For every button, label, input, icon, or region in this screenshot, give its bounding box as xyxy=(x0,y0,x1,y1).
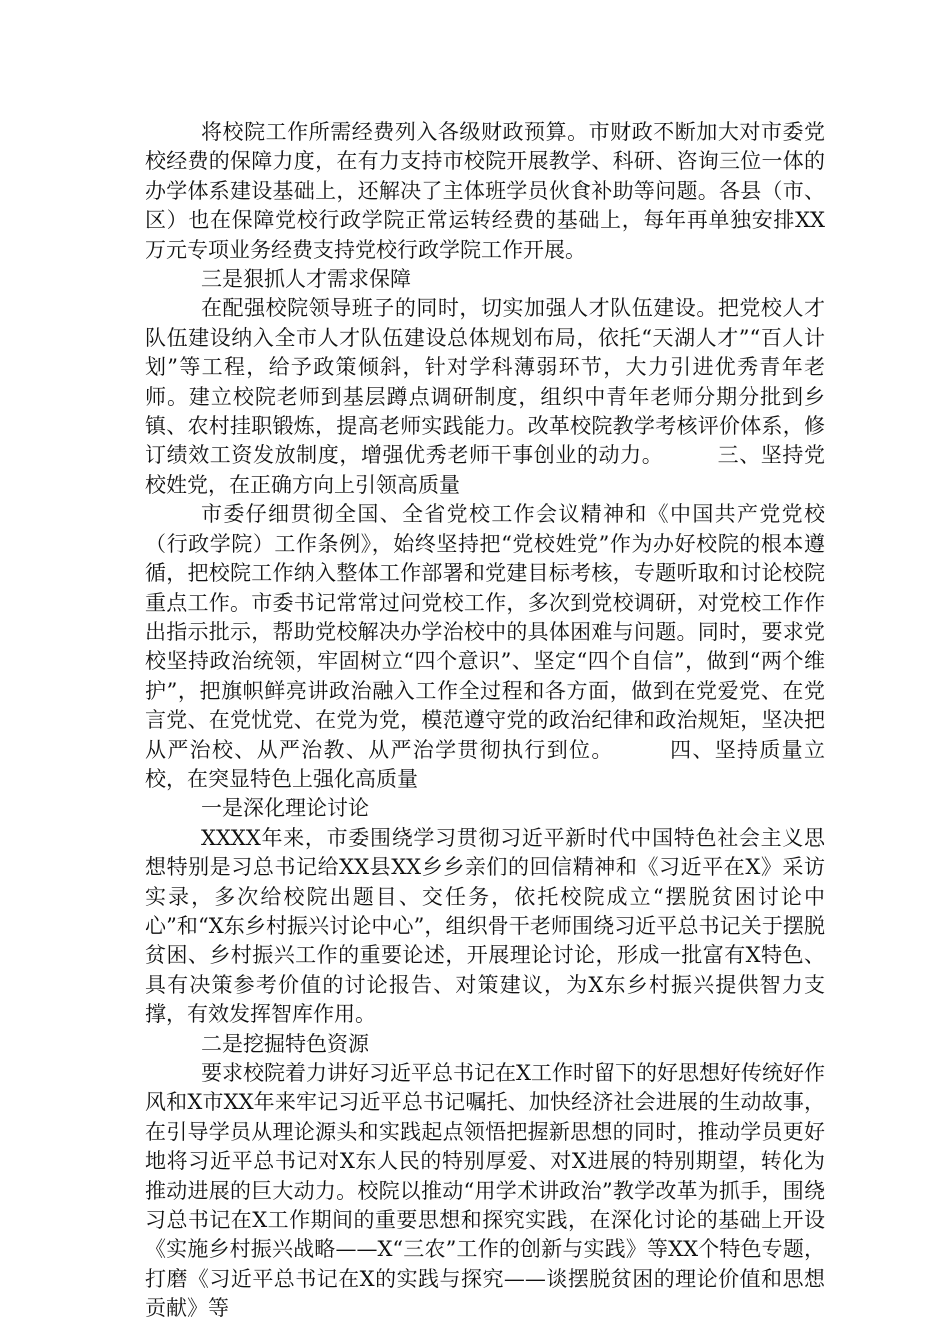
paragraph-funding: 将校院工作所需经费列入各级财政预算。市财政不断加大对市委党校经费的保障力度，在有力支持市校院开展教学、科研、咨询三位一体的办学体系建设基础上，还解决了主体班学员伙食补助等问题。各县（市、区）也在保障党校行政学院正常运转经费的基础上，每年再单独安排XX万元专项业务经费支持党校行政学院工作开展。 xyxy=(145,120,825,262)
paragraph-talent: 在配强校院领导班子的同时，切实加强人才队伍建设。把党校人才队伍建设纳入全市人才队伍建设总体规划布局，依托“天湖人才”“百人计划”等工程，给予政策倾斜，针对学科薄弱环节，大力引进优秀青年老师。建立校院老师到基层蹲点调研制度，组织中青年老师分期分批到乡镇、农村挂职锻炼，提高老师实践能力。改革校院教学考核评价体系，修订绩效工资发放制度，增强优秀老师干事创业的动力。 三、坚持党校姓党，在正确方向上引领高质量 xyxy=(145,296,825,497)
heading-talent-guarantee: 三是狠抓人才需求保障 xyxy=(201,267,411,292)
heading-special-resources: 二是挖掘特色资源 xyxy=(201,1031,369,1056)
heading-deepen-theory: 一是深化理论讨论 xyxy=(201,796,369,821)
paragraph-resources: 要求校院着力讲好习近平总书记在X工作时留下的好思想好传统好作风和X市XX年来牢记习近平总书记嘱托、加快经济社会进展的生动故事，在引导学员从理论源头和实践起点领悟把握新思想的同时，推动学员更好地将习近平总书记对X东人民的特别厚爱、对X进展的特别期望，转化为推动进展的巨大动力。校院以推动“用学术讲政治”教学改革为抓手，围绕习总书记在X工作期间的重要思想和探究实践，在深化讨论的基础上开设《实施乡村振兴战略——X“三农”工作的创新与实践》等XX个特色专题，打磨《习近平总书记在X的实践与探究——谈摆脱贫困的理论价值和思想贡献》等 xyxy=(145,1061,825,1321)
paragraph-party-school: 市委仔细贯彻全国、全省党校工作会议精神和《中国共产党党校（行政学院）工作条例》，始终坚持把“党校姓党”作为办好校院的根本遵循，把校院工作纳入整体工作部署和党建目标考核，专题听取和讨论校院重点工作。市委书记常常过问党校工作，多次到党校调研，对党校工作作出指示批示，帮助党校解决办学治校中的具体困难与问题。同时，要求党校坚持政治统领，牢固树立“四个意识”、坚定“四个自信”，做到“两个维护”，把旗帜鲜亮讲政治融入工作全过程和各方面，做到在党爱党、在党言党、在党忧党、在党为党，模范遵守党的政治纪律和政治规矩，坚决把从严治校、从严治教、从严治学贯彻执行到位。 四、坚持质量立校，在突显特色上强化高质量 xyxy=(145,502,825,791)
paragraph-theory: XXXX年来，市委围绕学习贯彻习近平新时代中国特色社会主义思想特别是习总书记给XX县XX乡乡亲们的回信精神和《习近平在X》采访实录，多次给校院出题目、交任务，依托校院成立“摆脱贫困讨论中心”和“X东乡村振兴讨论中心”，组织骨干老师围绕习近平总书记关于摆脱贫困、乡村振兴工作的重要论述，开展理论讨论，形成一批富有X特色、具有决策参考价值的讨论报告、对策建议，为X东乡村振兴提供智力支撑，有效发挥智库作用。 xyxy=(145,825,825,1027)
document-body xyxy=(145,118,825,1324)
